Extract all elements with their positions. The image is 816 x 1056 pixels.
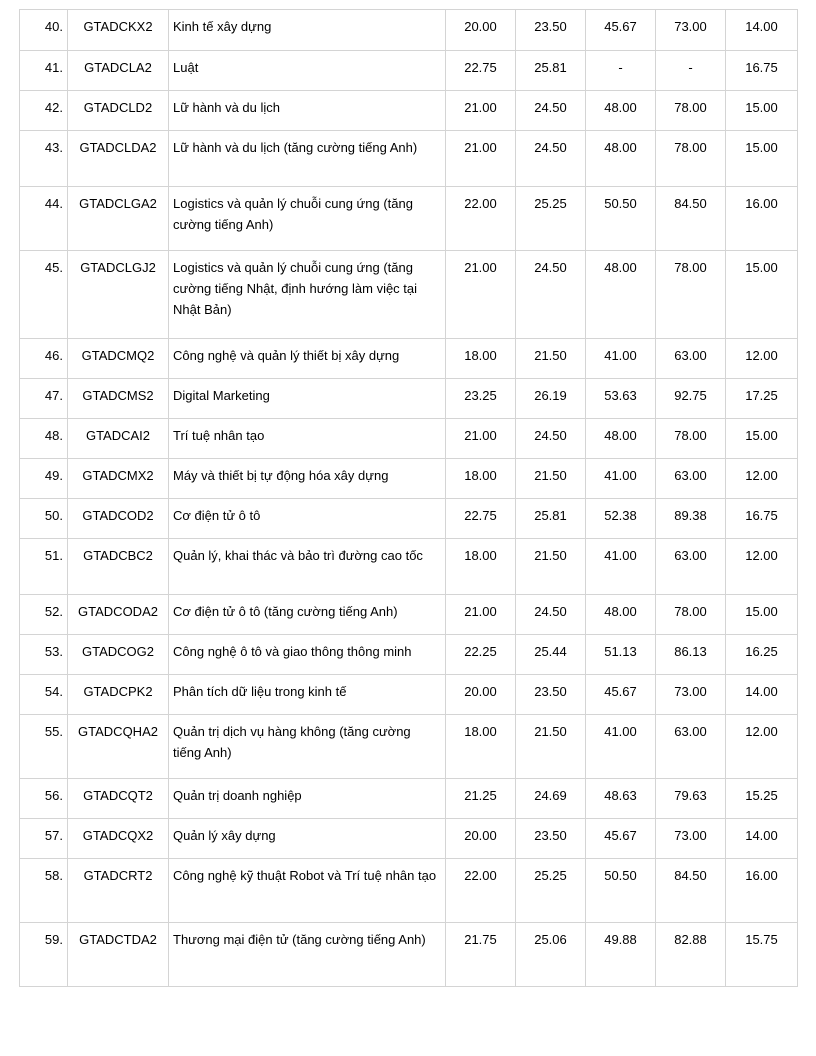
score-col-5: 16.25 <box>726 635 798 675</box>
score-col-5: 17.25 <box>726 379 798 419</box>
score-col-5: 15.00 <box>726 91 798 131</box>
table-row <box>20 459 798 499</box>
score-col-5: 12.00 <box>726 339 798 379</box>
program-code: GTADCMQ2 <box>68 339 169 379</box>
score-col-5: 14.00 <box>726 10 798 51</box>
program-name: Quản trị dịch vụ hàng không (tăng cường tiếng Anh) <box>169 715 446 779</box>
table-row <box>20 595 798 635</box>
score-col-3: 48.63 <box>586 779 656 819</box>
score-col-5: 14.00 <box>726 675 798 715</box>
score-col-1: 21.25 <box>446 779 516 819</box>
program-code: GTADCOG2 <box>68 635 169 675</box>
table-row <box>20 91 798 131</box>
program-name: Công nghệ và quản lý thiết bị xây dựng <box>169 339 446 379</box>
score-col-2: 21.50 <box>516 715 586 779</box>
score-col-3: 45.67 <box>586 10 656 51</box>
row-number: 57. <box>20 819 68 859</box>
score-col-1: 21.00 <box>446 91 516 131</box>
score-col-4: 84.50 <box>656 859 726 923</box>
score-col-1: 20.00 <box>446 819 516 859</box>
row-number: 47. <box>20 379 68 419</box>
score-col-1: 21.00 <box>446 131 516 187</box>
program-name: Quản trị doanh nghiệp <box>169 779 446 819</box>
score-col-5: 15.00 <box>726 131 798 187</box>
program-name: Thương mại điện tử (tăng cường tiếng Anh) <box>169 923 446 987</box>
score-col-2: 21.50 <box>516 539 586 595</box>
score-col-2: 25.06 <box>516 923 586 987</box>
score-col-4: 63.00 <box>656 539 726 595</box>
score-col-1: 18.00 <box>446 539 516 595</box>
row-number: 43. <box>20 131 68 187</box>
program-code: GTADCQT2 <box>68 779 169 819</box>
row-number: 59. <box>20 923 68 987</box>
program-code: GTADCBC2 <box>68 539 169 595</box>
table-row <box>20 131 798 187</box>
score-col-4: - <box>656 51 726 91</box>
table-row <box>20 379 798 419</box>
table-row <box>20 10 798 51</box>
score-col-1: 20.00 <box>446 675 516 715</box>
program-code: GTADCQX2 <box>68 819 169 859</box>
program-name: Logistics và quản lý chuỗi cung ứng (tăng cường tiếng Anh) <box>169 187 446 251</box>
program-code: GTADCLGA2 <box>68 187 169 251</box>
program-name: Lữ hành và du lịch <box>169 91 446 131</box>
table-row <box>20 419 798 459</box>
score-col-1: 23.25 <box>446 379 516 419</box>
row-number: 42. <box>20 91 68 131</box>
score-col-3: 41.00 <box>586 715 656 779</box>
program-name: Quản lý, khai thác và bảo trì đường cao tốc <box>169 539 446 595</box>
score-col-5: 16.75 <box>726 499 798 539</box>
score-col-2: 24.50 <box>516 91 586 131</box>
score-col-3: 48.00 <box>586 91 656 131</box>
score-col-3: 52.38 <box>586 499 656 539</box>
score-col-5: 16.75 <box>726 51 798 91</box>
score-col-4: 63.00 <box>656 459 726 499</box>
score-col-5: 12.00 <box>726 539 798 595</box>
row-number: 49. <box>20 459 68 499</box>
program-code: GTADCMX2 <box>68 459 169 499</box>
score-col-5: 16.00 <box>726 859 798 923</box>
score-col-3: 49.88 <box>586 923 656 987</box>
table-row <box>20 779 798 819</box>
score-col-2: 23.50 <box>516 10 586 51</box>
program-code: GTADCMS2 <box>68 379 169 419</box>
score-col-5: 16.00 <box>726 187 798 251</box>
score-col-1: 22.75 <box>446 51 516 91</box>
score-col-4: 78.00 <box>656 595 726 635</box>
row-number: 58. <box>20 859 68 923</box>
score-col-2: 24.69 <box>516 779 586 819</box>
score-col-4: 73.00 <box>656 675 726 715</box>
score-col-1: 21.00 <box>446 419 516 459</box>
score-col-4: 63.00 <box>656 715 726 779</box>
program-code: GTADCAI2 <box>68 419 169 459</box>
score-col-5: 15.00 <box>726 595 798 635</box>
program-code: GTADCLD2 <box>68 91 169 131</box>
program-code: GTADCODA2 <box>68 595 169 635</box>
score-col-3: 48.00 <box>586 251 656 339</box>
program-name: Digital Marketing <box>169 379 446 419</box>
program-code: GTADCOD2 <box>68 499 169 539</box>
row-number: 55. <box>20 715 68 779</box>
score-col-3: 50.50 <box>586 859 656 923</box>
score-col-5: 15.25 <box>726 779 798 819</box>
program-name: Logistics và quản lý chuỗi cung ứng (tăng cường tiếng Nhật, định hướng làm việc tại Nhật Bản) <box>169 251 446 339</box>
score-col-3: 41.00 <box>586 459 656 499</box>
score-col-3: 53.63 <box>586 379 656 419</box>
table-row <box>20 539 798 595</box>
score-col-2: 25.81 <box>516 51 586 91</box>
score-col-1: 21.00 <box>446 595 516 635</box>
score-col-2: 24.50 <box>516 251 586 339</box>
row-number: 45. <box>20 251 68 339</box>
score-col-4: 92.75 <box>656 379 726 419</box>
score-col-1: 18.00 <box>446 459 516 499</box>
row-number: 41. <box>20 51 68 91</box>
score-col-4: 82.88 <box>656 923 726 987</box>
score-col-2: 23.50 <box>516 819 586 859</box>
program-code: GTADCPK2 <box>68 675 169 715</box>
table-row <box>20 715 798 779</box>
row-number: 51. <box>20 539 68 595</box>
score-col-1: 18.00 <box>446 715 516 779</box>
program-code: GTADCTDA2 <box>68 923 169 987</box>
score-col-4: 78.00 <box>656 419 726 459</box>
score-col-4: 86.13 <box>656 635 726 675</box>
score-col-4: 73.00 <box>656 10 726 51</box>
score-col-1: 22.00 <box>446 187 516 251</box>
score-col-4: 73.00 <box>656 819 726 859</box>
score-col-3: 41.00 <box>586 539 656 595</box>
score-col-4: 78.00 <box>656 91 726 131</box>
row-number: 48. <box>20 419 68 459</box>
score-col-3: 41.00 <box>586 339 656 379</box>
program-name: Quản lý xây dựng <box>169 819 446 859</box>
table-row <box>20 675 798 715</box>
score-col-3: 48.00 <box>586 595 656 635</box>
program-name: Luật <box>169 51 446 91</box>
table-row <box>20 635 798 675</box>
score-col-3: 51.13 <box>586 635 656 675</box>
score-col-2: 24.50 <box>516 419 586 459</box>
score-col-3: 48.00 <box>586 419 656 459</box>
score-col-3: 45.67 <box>586 675 656 715</box>
score-col-2: 24.50 <box>516 595 586 635</box>
table-row <box>20 923 798 987</box>
score-col-2: 25.25 <box>516 187 586 251</box>
score-col-5: 15.00 <box>726 251 798 339</box>
score-col-1: 18.00 <box>446 339 516 379</box>
program-name: Phân tích dữ liệu trong kinh tế <box>169 675 446 715</box>
table-row <box>20 187 798 251</box>
score-col-1: 21.00 <box>446 251 516 339</box>
program-name: Cơ điện tử ô tô (tăng cường tiếng Anh) <box>169 595 446 635</box>
score-col-2: 21.50 <box>516 459 586 499</box>
admission-scores-table <box>19 9 798 987</box>
row-number: 46. <box>20 339 68 379</box>
score-col-3: - <box>586 51 656 91</box>
score-col-5: 15.00 <box>726 419 798 459</box>
score-col-1: 21.75 <box>446 923 516 987</box>
program-code: GTADCRT2 <box>68 859 169 923</box>
row-number: 56. <box>20 779 68 819</box>
score-col-2: 25.44 <box>516 635 586 675</box>
table-row <box>20 819 798 859</box>
program-name: Máy và thiết bị tự động hóa xây dựng <box>169 459 446 499</box>
program-name: Lữ hành và du lịch (tăng cường tiếng Anh) <box>169 131 446 187</box>
row-number: 44. <box>20 187 68 251</box>
score-col-1: 22.75 <box>446 499 516 539</box>
program-name: Cơ điện tử ô tô <box>169 499 446 539</box>
score-col-1: 20.00 <box>446 10 516 51</box>
score-col-4: 79.63 <box>656 779 726 819</box>
score-col-3: 50.50 <box>586 187 656 251</box>
row-number: 50. <box>20 499 68 539</box>
score-col-4: 89.38 <box>656 499 726 539</box>
score-col-4: 78.00 <box>656 251 726 339</box>
program-name: Công nghệ ô tô và giao thông thông minh <box>169 635 446 675</box>
program-name: Công nghệ kỹ thuật Robot và Trí tuệ nhân tạo <box>169 859 446 923</box>
score-col-2: 26.19 <box>516 379 586 419</box>
table-body <box>20 10 798 987</box>
score-col-4: 78.00 <box>656 131 726 187</box>
program-code: GTADCKX2 <box>68 10 169 51</box>
program-code: GTADCLDA2 <box>68 131 169 187</box>
program-code: GTADCLA2 <box>68 51 169 91</box>
score-col-2: 25.25 <box>516 859 586 923</box>
score-col-3: 45.67 <box>586 819 656 859</box>
score-col-2: 25.81 <box>516 499 586 539</box>
score-col-5: 15.75 <box>726 923 798 987</box>
score-col-2: 21.50 <box>516 339 586 379</box>
program-name: Trí tuệ nhân tạo <box>169 419 446 459</box>
row-number: 52. <box>20 595 68 635</box>
row-number: 40. <box>20 10 68 51</box>
score-col-3: 48.00 <box>586 131 656 187</box>
score-col-5: 14.00 <box>726 819 798 859</box>
score-col-4: 63.00 <box>656 339 726 379</box>
row-number: 53. <box>20 635 68 675</box>
row-number: 54. <box>20 675 68 715</box>
score-col-5: 12.00 <box>726 715 798 779</box>
score-col-5: 12.00 <box>726 459 798 499</box>
table-row <box>20 251 798 339</box>
program-code: GTADCQHA2 <box>68 715 169 779</box>
table-row <box>20 339 798 379</box>
score-col-1: 22.25 <box>446 635 516 675</box>
table-row <box>20 859 798 923</box>
table-row <box>20 51 798 91</box>
program-name: Kinh tế xây dựng <box>169 10 446 51</box>
program-code: GTADCLGJ2 <box>68 251 169 339</box>
score-col-2: 23.50 <box>516 675 586 715</box>
score-col-4: 84.50 <box>656 187 726 251</box>
table-row <box>20 499 798 539</box>
score-col-1: 22.00 <box>446 859 516 923</box>
score-col-2: 24.50 <box>516 131 586 187</box>
